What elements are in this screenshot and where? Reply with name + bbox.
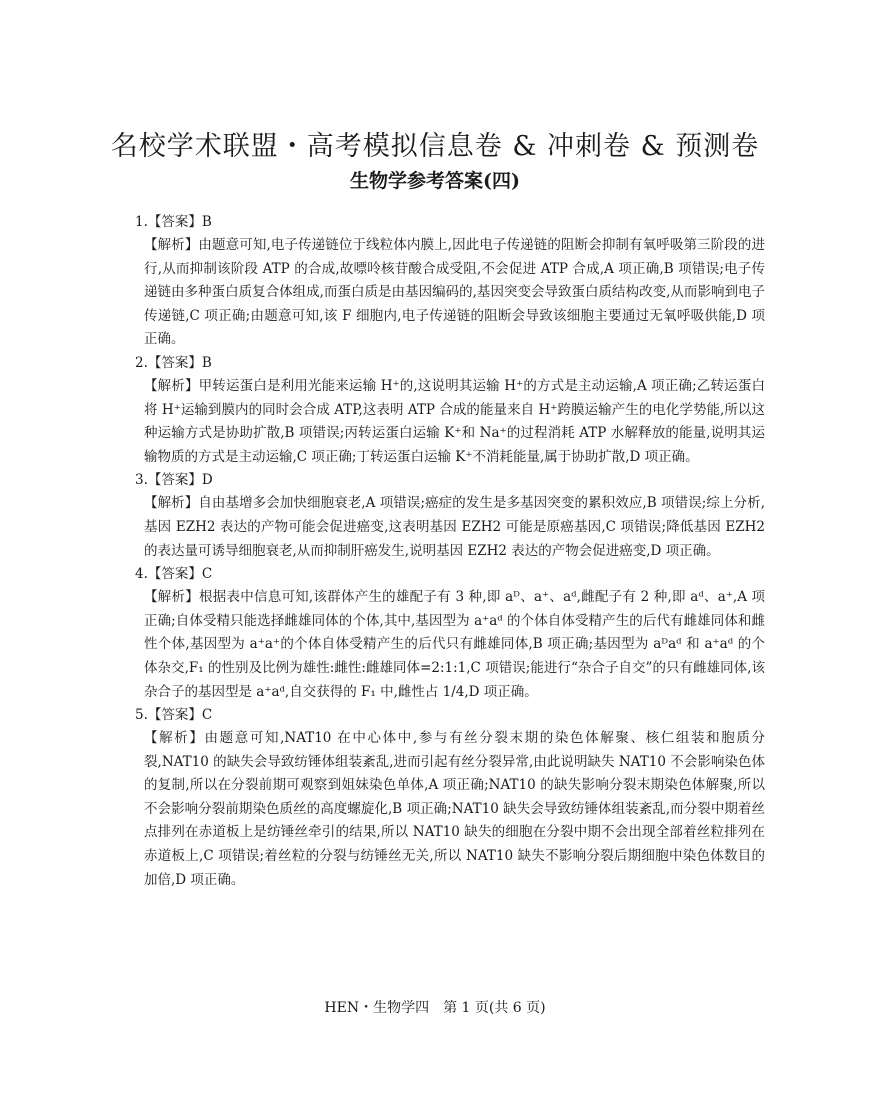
page-subtitle: 生物学参考答案(四) bbox=[350, 170, 520, 192]
answer-item-2 bbox=[135, 352, 765, 469]
answer-label: 5.【答案】C bbox=[135, 707, 213, 724]
answer-item-1 bbox=[135, 211, 765, 352]
page-title: 名校学术联盟・高考模拟信息卷 & 冲刺卷 & 预测卷 bbox=[110, 131, 760, 162]
answer-explanation: 【解析】由题意可知,NAT10 在中心体中,参与有丝分裂末期的染色体解聚、核仁组装和胞质分裂,NAT10 的缺失会导致纺锤体组装紊乱,进而引起有丝分裂异常,由此说明缺失 NAT10 不会影响染色体的复制,所以在分裂前期可观察到姐妹染色单体,A 项正确;NAT10 的缺失影响分裂末期染色体解聚,所以不会影响分裂前期染色质丝的高度螺旋化,B 项正确;NAT10 缺失会导致纺锤体组装紊乱,而分裂中期着丝点排列在赤道板上是纺锤丝牵引的结果,所以 NAT10 缺失的细胞在分裂中期不会出现全部着丝粒排列在赤道板上,C 项错误;着丝粒的分裂与纺锤丝无关,所以 NAT10 缺失不影响分裂后期细胞中染色体数目的加倍,D 项正确。 bbox=[144, 730, 765, 888]
answer-label: 2.【答案】B bbox=[135, 354, 212, 371]
answer-item-5 bbox=[135, 704, 765, 892]
answer-explanation: 【解析】甲转运蛋白是利用光能来运输 H⁺的,这说明其运输 H⁺的方式是主动运输,A 项正确;乙转运蛋白将 H⁺运输到膜内的同时会合成 ATP,这表明 ATP 合成的能量来自 H⁺跨膜运输产生的电化学势能,所以这种运输方式是协助扩散,B 项错误;丙转运蛋白运输 K⁺和 Na⁺的过程消耗 ATP 水解释放的能量,说明其运输物质的方式是主动运输,C 项正确;丁转运蛋白运输 K⁺不消耗能量,属于协助扩散,D 项正确。 bbox=[144, 377, 765, 465]
answer-label: 4.【答案】C bbox=[135, 566, 213, 583]
page-footer: HEN・生物学四 第 1 页(共 6 页) bbox=[324, 1000, 546, 1016]
answer-explanation: 【解析】自由基增多会加快细胞衰老,A 项错误;癌症的发生是多基因突变的累积效应,B 项错误;综上分析,基因 EZH2 表达的产物可能会促进癌变,这表明基因 EZH2 可能是原癌基因,C 项错误;降低基因 EZH2 的表达量可诱导细胞衰老,从而抑制肝癌发生,说明基因 EZH2 表达的产物会促进癌变,D 项正确。 bbox=[144, 495, 765, 559]
answer-label: 1.【答案】B bbox=[135, 214, 212, 230]
answer-item-4 bbox=[135, 563, 765, 704]
answer-item-3 bbox=[135, 469, 765, 563]
answer-list bbox=[135, 211, 765, 892]
answer-explanation: 【解析】由题意可知,电子传递链位于线粒体内膜上,因此电子传递链的阻断会抑制有氧呼吸第三阶段的进行,从而抑制该阶段 ATP 的合成,故嘌呤核苷酸合成受阻,不会促进 ATP 合成,A 项正确,B 项错误;电子传递链由多种蛋白质复合体组成,而蛋白质是由基因编码的,基因突变会导致蛋白质结构改变,从而影响到电子传递链,C 项正确;由题意可知,该 F 细胞内,电子传递链的阻断会导致该细胞主要通过无氧呼吸供能,D 项正确。 bbox=[144, 237, 765, 348]
answer-label: 3.【答案】D bbox=[135, 472, 213, 489]
answer-explanation: 【解析】根据表中信息可知,该群体产生的雄配子有 3 种,即 aᴰ、a⁺、aᵈ,雌配子有 2 种,即 aᵈ、a⁺,A 项正确;自体受精只能选择雌雄同体的个体,其中,基因型为 a⁺aᵈ 的个体自体受精产生的后代有雌雄同体和雌性个体,基因型为 a⁺a⁺的个体自体受精产生的后代只有雌雄同体,B 项正确;基因型为 aᴰaᵈ 和 a⁺aᵈ 的个体杂交,F₁ 的性别及比例为雄性:雌性:雌雄同体=2:1:1,C 项错误;能进行“杂合子自交”的只有雌雄同体,该杂合子的基因型是 a⁺aᵈ,自交获得的 F₁ 中,雌性占 1/4,D 项正确。 bbox=[144, 589, 765, 700]
